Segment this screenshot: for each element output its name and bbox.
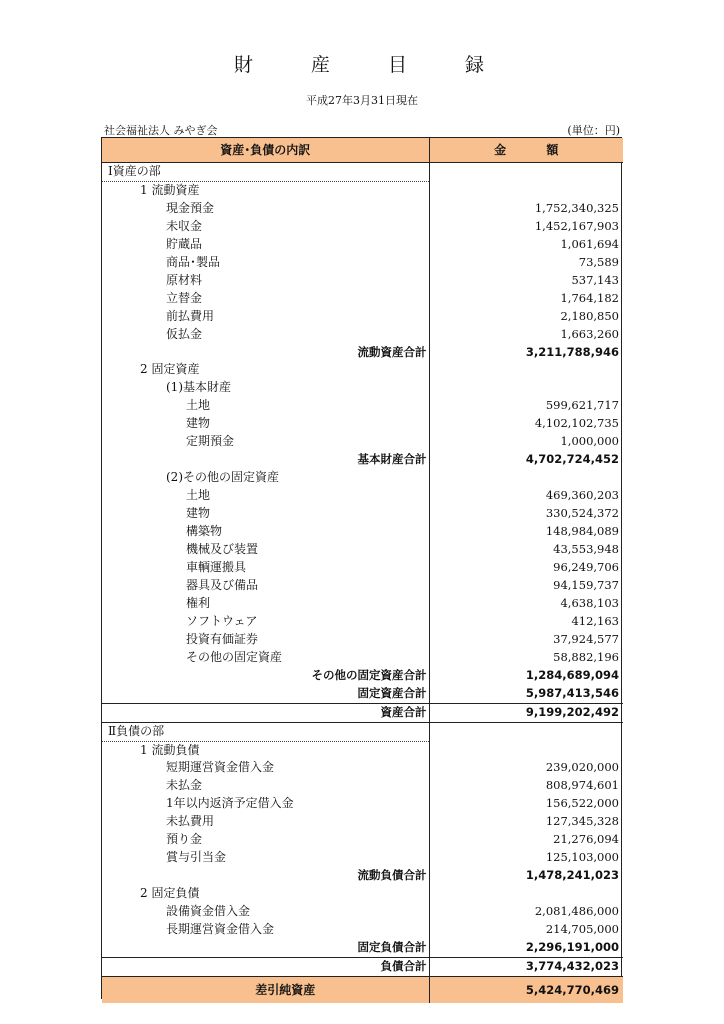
row-label: 長期運営資金借入金 bbox=[166, 922, 275, 937]
row-amount: 239,020,000 bbox=[429, 759, 623, 777]
unit-label: (単位：円) bbox=[567, 124, 620, 137]
row-amount bbox=[429, 379, 623, 397]
table-row bbox=[102, 849, 623, 867]
row-amount: 599,621,717 bbox=[429, 397, 623, 415]
table-row bbox=[102, 290, 623, 308]
row-amount: 1,478,241,023 bbox=[429, 867, 623, 885]
total-row bbox=[102, 703, 623, 722]
row-amount: 43,553,948 bbox=[429, 541, 623, 559]
total-row bbox=[102, 685, 623, 703]
row-amount: 2,081,486,000 bbox=[429, 903, 623, 921]
row-label: (2)その他の固定資産 bbox=[166, 470, 279, 485]
row-amount: 37,924,577 bbox=[429, 631, 623, 649]
table-row bbox=[102, 181, 623, 199]
table-body bbox=[102, 163, 623, 1003]
row-label: 器具及び備品 bbox=[186, 577, 259, 592]
row-label: Ⅰ資産の部 bbox=[102, 163, 429, 182]
table-row bbox=[102, 218, 623, 236]
total-row bbox=[102, 976, 623, 1003]
table-row bbox=[102, 469, 623, 487]
total-row bbox=[102, 667, 623, 685]
row-label: 預り金 bbox=[166, 832, 203, 847]
row-label: 資産合計 bbox=[102, 703, 429, 722]
row-amount: 3,211,788,946 bbox=[429, 344, 623, 362]
row-label: その他の固定資産合計 bbox=[311, 667, 427, 682]
table-row bbox=[102, 759, 623, 777]
header-amount: 金 額 bbox=[429, 138, 623, 163]
row-amount: 4,638,103 bbox=[429, 595, 623, 613]
row-label: 賞与引当金 bbox=[166, 850, 227, 865]
row-label: (1)基本財産 bbox=[166, 380, 231, 395]
row-amount: 214,705,000 bbox=[429, 921, 623, 939]
row-amount: 2,296,191,000 bbox=[429, 939, 623, 957]
table-row bbox=[102, 236, 623, 254]
row-amount: 58,882,196 bbox=[429, 649, 623, 667]
table-row bbox=[102, 254, 623, 272]
row-label: 1 流動負債 bbox=[140, 742, 200, 757]
table-header-row bbox=[102, 138, 623, 163]
row-label: 建物 bbox=[186, 506, 211, 521]
table-row bbox=[102, 903, 623, 921]
table-row bbox=[102, 505, 623, 523]
row-amount: 4,102,102,735 bbox=[429, 415, 623, 433]
row-amount bbox=[429, 361, 623, 379]
row-label: 立替金 bbox=[166, 290, 203, 305]
total-row bbox=[102, 939, 623, 957]
row-amount: 537,143 bbox=[429, 272, 623, 290]
row-label: ソフトウェア bbox=[186, 613, 258, 628]
table-row bbox=[102, 559, 623, 577]
row-amount: 156,522,000 bbox=[429, 795, 623, 813]
row-label: 権利 bbox=[186, 595, 211, 610]
table-row bbox=[102, 595, 623, 613]
row-amount bbox=[429, 163, 623, 182]
row-amount: 125,103,000 bbox=[429, 849, 623, 867]
row-label: 基本財産合計 bbox=[357, 452, 427, 467]
table-row bbox=[102, 885, 623, 903]
row-label: 流動負債合計 bbox=[357, 868, 427, 883]
row-amount: 5,424,770,469 bbox=[429, 976, 623, 1003]
table-row bbox=[102, 541, 623, 559]
total-row bbox=[102, 344, 623, 362]
table-row bbox=[102, 795, 623, 813]
table-row bbox=[102, 397, 623, 415]
table-row bbox=[102, 379, 623, 397]
row-amount: 96,249,706 bbox=[429, 559, 623, 577]
row-label: 固定資産合計 bbox=[357, 685, 427, 700]
row-label: 未収金 bbox=[166, 218, 203, 233]
table-row bbox=[102, 308, 623, 326]
header-item: 資産･負債の内訳 bbox=[102, 138, 429, 163]
table-row bbox=[102, 813, 623, 831]
row-label: 2 固定資産 bbox=[140, 362, 200, 377]
row-amount: 412,163 bbox=[429, 613, 623, 631]
row-amount bbox=[429, 469, 623, 487]
organization-name: 社会福祉法人 みやぎ会 bbox=[104, 124, 218, 137]
row-amount: 21,276,094 bbox=[429, 831, 623, 849]
row-label: 未払費用 bbox=[166, 814, 215, 829]
table-row bbox=[102, 613, 623, 631]
section-row bbox=[102, 722, 623, 741]
table-row bbox=[102, 433, 623, 451]
total-row bbox=[102, 957, 623, 976]
row-label: その他の固定資産 bbox=[186, 649, 283, 664]
row-amount: 2,180,850 bbox=[429, 308, 623, 326]
table-row bbox=[102, 741, 623, 759]
inventory-table-frame bbox=[101, 137, 622, 999]
row-amount: 4,702,724,452 bbox=[429, 451, 623, 469]
row-amount: 3,774,432,023 bbox=[429, 957, 623, 976]
table-row bbox=[102, 361, 623, 379]
row-label: 土地 bbox=[186, 488, 211, 503]
row-amount: 1,284,689,094 bbox=[429, 667, 623, 685]
row-amount: 127,345,328 bbox=[429, 813, 623, 831]
row-label: 構築物 bbox=[186, 524, 223, 539]
row-amount: 73,589 bbox=[429, 254, 623, 272]
row-amount: 94,159,737 bbox=[429, 577, 623, 595]
section-row bbox=[102, 163, 623, 182]
table-row bbox=[102, 631, 623, 649]
row-amount bbox=[429, 722, 623, 741]
document-title: 財 産 目 録 bbox=[233, 54, 511, 76]
row-amount: 1,061,694 bbox=[429, 236, 623, 254]
row-label: 流動資産合計 bbox=[357, 344, 427, 359]
row-label: 現金預金 bbox=[166, 200, 215, 215]
row-amount: 9,199,202,492 bbox=[429, 703, 623, 722]
row-label: 固定負債合計 bbox=[357, 939, 427, 954]
row-amount bbox=[429, 885, 623, 903]
table-row bbox=[102, 272, 623, 290]
row-label: 定期預金 bbox=[186, 434, 235, 449]
row-label: 設備資金借入金 bbox=[166, 904, 251, 919]
table-row bbox=[102, 200, 623, 218]
row-amount: 1,000,000 bbox=[429, 433, 623, 451]
row-amount: 469,360,203 bbox=[429, 487, 623, 505]
row-label: 投資有価証券 bbox=[186, 631, 259, 646]
row-label: 1年以内返済予定借入金 bbox=[166, 796, 294, 811]
row-label: 負債合計 bbox=[102, 957, 429, 976]
row-amount: 5,987,413,546 bbox=[429, 685, 623, 703]
row-label: 短期運営資金借入金 bbox=[166, 760, 275, 775]
row-amount bbox=[429, 741, 623, 759]
table-row bbox=[102, 326, 623, 344]
row-label: 1 流動資産 bbox=[140, 182, 200, 197]
row-amount: 148,984,089 bbox=[429, 523, 623, 541]
row-amount: 330,524,372 bbox=[429, 505, 623, 523]
row-label: 商品･製品 bbox=[166, 254, 221, 269]
row-label: 土地 bbox=[186, 398, 211, 413]
table-row bbox=[102, 523, 623, 541]
table-row bbox=[102, 487, 623, 505]
row-label: 仮払金 bbox=[166, 326, 203, 341]
inventory-table bbox=[102, 138, 623, 1003]
row-label: 建物 bbox=[186, 416, 211, 431]
total-row bbox=[102, 451, 623, 469]
row-label: 機械及び装置 bbox=[186, 542, 259, 557]
row-label: 原材料 bbox=[166, 272, 203, 287]
table-row bbox=[102, 777, 623, 795]
table-row bbox=[102, 921, 623, 939]
table-row bbox=[102, 577, 623, 595]
row-amount: 1,452,167,903 bbox=[429, 218, 623, 236]
row-label: Ⅱ負債の部 bbox=[102, 722, 429, 741]
as-of-date: 平成27年3月31日現在 bbox=[306, 94, 418, 107]
table-row bbox=[102, 831, 623, 849]
row-label: 貯蔵品 bbox=[166, 236, 203, 251]
row-label: 未払金 bbox=[166, 778, 203, 793]
row-label: 2 固定負債 bbox=[140, 886, 200, 901]
row-label: 車輌運搬具 bbox=[186, 559, 247, 574]
row-amount: 1,663,260 bbox=[429, 326, 623, 344]
row-amount: 1,764,182 bbox=[429, 290, 623, 308]
table-row bbox=[102, 415, 623, 433]
row-label: 前払費用 bbox=[166, 308, 215, 323]
row-amount: 808,974,601 bbox=[429, 777, 623, 795]
row-label: 差引純資産 bbox=[102, 976, 429, 1003]
table-row bbox=[102, 649, 623, 667]
total-row bbox=[102, 867, 623, 885]
row-amount bbox=[429, 181, 623, 199]
row-amount: 1,752,340,325 bbox=[429, 200, 623, 218]
